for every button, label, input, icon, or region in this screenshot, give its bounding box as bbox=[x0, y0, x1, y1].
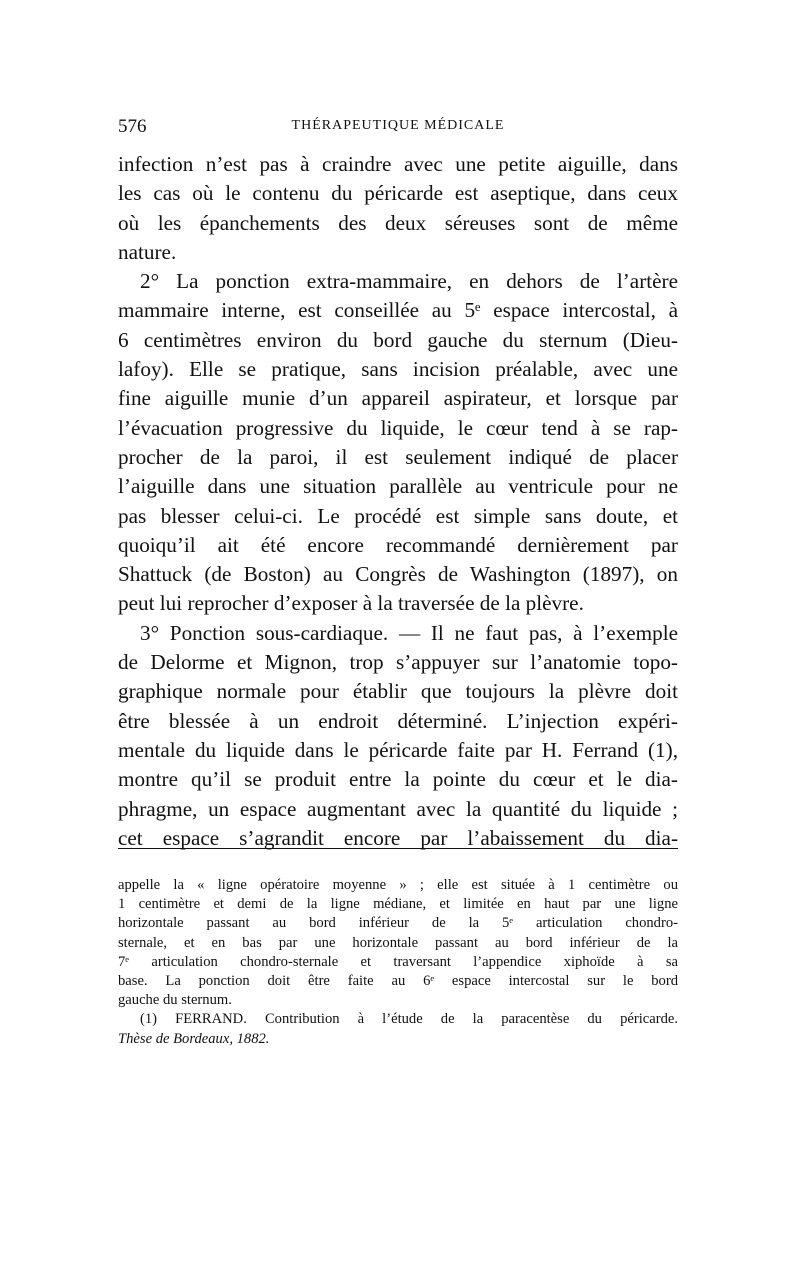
footnote-reference: (1) FERRAND. Contribution à l’étude de la paracentèse du péricarde. bbox=[140, 1011, 678, 1028]
footnotes bbox=[118, 876, 678, 1049]
text-line: mammaire interne, est conseillée au 5ᵉ espace intercostal, à bbox=[118, 298, 678, 323]
text-line: cet espace s’agrandit encore par l’abaissement du dia- bbox=[118, 825, 678, 850]
text-line: nature. bbox=[118, 239, 177, 264]
text-line: peut lui reprocher d’exposer à la traversée de la plèvre. bbox=[118, 591, 584, 616]
page-header bbox=[118, 116, 678, 140]
text-line: mentale du liquide dans le péricarde faite par H. Ferrand (1), bbox=[118, 737, 678, 762]
text-line: être blessée à un endroit déterminé. L’injection expéri- bbox=[118, 708, 678, 733]
running-title: THÉRAPEUTIQUE MÉDICALE bbox=[291, 118, 505, 133]
text-line: l’évacuation progressive du liquide, le cœur tend à se rap- bbox=[118, 415, 678, 440]
footnote-line: 1 centimètre et demi de la ligne médiane, et limitée en haut par une ligne bbox=[118, 896, 678, 913]
footnote-line: base. La ponction doit être faite au 6ᵉ espace intercostal sur le bord bbox=[118, 972, 678, 989]
text-line: Shattuck (de Boston) au Congrès de Washington (1897), on bbox=[118, 562, 678, 587]
text-line: procher de la paroi, il est seulement indiqué de placer bbox=[118, 444, 678, 469]
footnote-line: gauche du sternum. bbox=[118, 992, 232, 1009]
text-line: 6 centimètres environ du bord gauche du sternum (Dieu- bbox=[118, 327, 678, 352]
main-text bbox=[118, 150, 678, 853]
text-line: les cas où le contenu du péricarde est aseptique, dans ceux bbox=[118, 181, 678, 206]
text-line: pas blesser celui-ci. Le procédé est simple sans doute, et bbox=[118, 503, 678, 528]
footnote-reference-continued: Thèse de Bordeaux, 1882. bbox=[118, 1030, 270, 1047]
text-line: phragme, un espace augmentant avec la quantité du liquide ; bbox=[118, 796, 678, 821]
text-line: quoiqu’il ait été encore recommandé dernièrement par bbox=[118, 532, 678, 557]
text-line: montre qu’il se produit entre la pointe du cœur et le dia- bbox=[118, 767, 678, 792]
footnote-line: sternale, et en bas par une horizontale passant au bord inférieur de la bbox=[118, 934, 678, 951]
text-line: où les épanchements des deux séreuses sont de même bbox=[118, 210, 678, 235]
text-line: 2° La ponction extra-mammaire, en dehors de l’artère bbox=[140, 269, 678, 294]
footnote-divider bbox=[118, 848, 678, 849]
footnote-line: horizontale passant au bord inférieur de la 5ᵉ articulation chondro- bbox=[118, 915, 678, 932]
footnote-line: appelle la « ligne opératoire moyenne » ; elle est située à 1 centimètre ou bbox=[118, 877, 678, 893]
text-line: fine aiguille munie d’un appareil aspirateur, et lorsque par bbox=[118, 386, 678, 411]
text-line: graphique normale pour établir que toujours la plèvre doit bbox=[118, 679, 678, 704]
text-line: de Delorme et Mignon, trop s’appuyer sur l’anatomie topo- bbox=[118, 650, 678, 675]
text-line: 3° Ponction sous-cardiaque. — Il ne faut pas, à l’exemple bbox=[140, 620, 678, 645]
page-number: 576 bbox=[118, 116, 147, 137]
text-line: infection n’est pas à craindre avec une petite aiguille, dans bbox=[118, 152, 678, 176]
text-line: lafoy). Elle se pratique, sans incision préalable, avec une bbox=[118, 357, 678, 382]
text-line: l’aiguille dans une situation parallèle au ventricule pour ne bbox=[118, 474, 678, 499]
footnote-line: 7ᵉ articulation chondro-sternale et traversant l’appendice xiphoïde à sa bbox=[118, 953, 678, 970]
